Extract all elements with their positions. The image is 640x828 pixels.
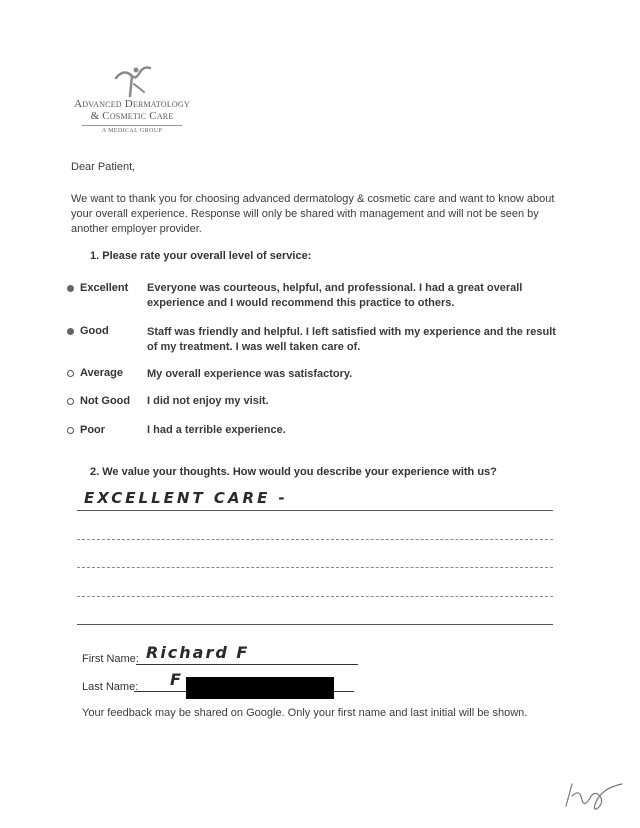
redaction-box — [186, 677, 334, 699]
radio-filled-icon[interactable] — [67, 328, 74, 335]
logo-subtitle: A MEDICAL GROUP — [101, 128, 163, 134]
option-label: Average — [80, 367, 124, 379]
answer-line[interactable] — [77, 539, 553, 540]
option-label: Good — [80, 325, 109, 337]
option-average-desc: My overall experience was satisfactory. — [147, 368, 353, 380]
option-poor[interactable] — [67, 424, 105, 436]
logo-divider — [82, 125, 182, 126]
option-average[interactable] — [67, 367, 123, 379]
answer-line[interactable] — [77, 567, 553, 568]
option-not-good-desc: I did not enjoy my visit. — [147, 395, 269, 407]
logo-figure-icon — [110, 62, 154, 98]
question-1: 1. Please rate your overall level of service: — [90, 250, 312, 262]
option-label: Poor — [80, 424, 106, 436]
option-label: Not Good — [80, 395, 131, 407]
option-label: Excellent — [80, 282, 129, 294]
last-name-value[interactable]: F — [170, 670, 184, 689]
answer-line[interactable] — [77, 624, 553, 625]
radio-empty-icon[interactable] — [67, 370, 74, 377]
option-excellent-desc: Everyone was courteous, helpful, and professional. I had a great overall experience and I would recommend this practice to others. — [147, 282, 523, 309]
option-not-good[interactable] — [67, 395, 130, 407]
option-poor-desc: I had a terrible experience. — [147, 424, 286, 436]
logo-line1: Advanced Dermatology — [74, 98, 190, 110]
first-name-value[interactable]: Richard F — [146, 643, 250, 662]
answer-line[interactable] — [77, 510, 553, 511]
radio-empty-icon[interactable] — [67, 398, 74, 405]
option-good[interactable] — [67, 325, 109, 337]
question-2: 2. We value your thoughts. How would you describe your experience with us? — [90, 466, 497, 478]
option-good-desc: Staff was friendly and helpful. I left satisfied with my experience and the result of my treatment. I was well taken care of. — [147, 326, 556, 353]
first-name-line — [136, 664, 358, 665]
last-name-label: Last Name: — [82, 681, 139, 693]
radio-filled-icon[interactable] — [67, 285, 74, 292]
intro-paragraph: We want to thank you for choosing advanced dermatology & cosmetic care and want to know about your overall experience. Response will only be shared with management and will not be seen by another employer provider. — [71, 193, 555, 235]
greeting: Dear Patient, — [71, 161, 136, 173]
practice-logo — [62, 62, 202, 134]
signature-scribble — [560, 778, 630, 814]
footer-note: Your feedback may be shared on Google. Only your first name and last initial will be shown. — [82, 707, 528, 719]
first-name-label: First Name: — [82, 653, 139, 665]
handwritten-answer: EXCELLENT CARE - — [84, 489, 288, 507]
answer-line[interactable] — [77, 596, 553, 597]
option-excellent[interactable] — [67, 282, 128, 294]
radio-empty-icon[interactable] — [67, 427, 74, 434]
logo-line2: & Cosmetic Care — [90, 110, 174, 122]
